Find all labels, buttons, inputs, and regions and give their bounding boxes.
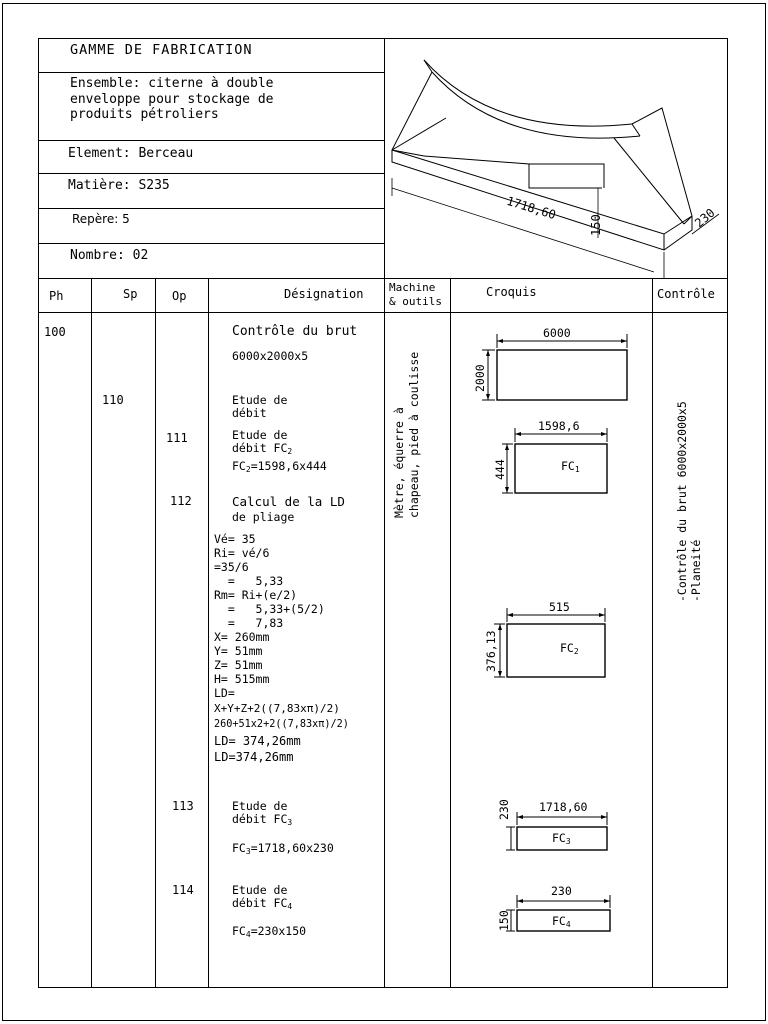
designation-113-c: $FC_3=1718,60x230$ [232,841,334,856]
controle-line-2: -Planeité [689,539,703,602]
designation-brut-title: Contrôle du brut [232,324,358,339]
col-designation: Désignation [284,287,364,301]
calc-line: Ri= vé/6 [214,546,270,560]
col-op: Op [172,289,187,303]
col-machine-1: Machine [389,281,436,294]
designation-111-a: Etude de [232,428,288,442]
calc-line: LD=374,26mm [214,750,294,764]
calc-line: = 5,33 [214,574,284,588]
calc-line: Vé= 35 [214,532,256,546]
col-sp: Sp [123,287,138,301]
drawing-dim-height: 150 [589,214,603,236]
calc-line: H= 515mm [214,672,270,686]
designation-114-a: Etude de [232,883,288,897]
calc-line: = 5,33+(5/2) [214,602,325,616]
designation-etude-1: Etude de [232,393,288,407]
calc-line: = 7,83 [214,616,284,630]
col-ph: Ph [49,289,64,303]
machine-tools-line-2: chapeau, pied à coulisse [407,351,421,518]
col-machine-2: & outils [389,295,442,308]
designation-111-b: débit $FC_2$ [232,441,293,456]
drawing-dim-width: 230 [692,205,718,231]
croquis-fc3-width: 1718,60 [539,800,588,814]
phase-number: 100 [44,325,66,339]
nombre-field: Nombre: 02 [70,248,149,263]
op-112: 112 [170,494,192,508]
designation-etude-2: débit [232,406,267,420]
col-croquis: Croquis [486,285,537,299]
croquis-fc2-width: 515 [549,600,570,614]
ensemble-line-2: enveloppe pour stockage de [70,92,274,107]
designation-113-b: débit $FC_3$ [232,812,293,827]
calc-line: Rm= Ri+(e/2) [214,588,298,602]
page-title: GAMME DE FABRICATION [70,42,253,58]
designation-112-a: Calcul de la LD [232,494,345,509]
machine-tools-line-1: Mètre, équerre à [392,407,406,518]
designation-111-c: $FC_2=1598,6x444$ [232,459,327,474]
op-114: 114 [172,883,194,897]
drawing-dim-length: 1718,60 [505,193,558,223]
croquis-brut-height: 2000 [473,364,487,392]
part-isometric-drawing [384,38,728,278]
designation-brut-dim: 6000x2000x5 [232,349,309,363]
matiere-field: Matière: S235 [68,178,170,193]
croquis-fc2-height: 376,13 [484,630,498,672]
croquis-brut-width: 6000 [543,326,571,340]
croquis-fc1-width: 1598,6 [538,419,580,433]
ensemble-line-1: Ensemble: citerne à double [70,76,274,91]
element-field: Element: Berceau [68,146,194,161]
designation-113-a: Etude de [232,799,288,813]
controle-line-1: -Contrôle du brut 6000x2000x5 [675,401,689,602]
calc-line: =35/6 [214,560,249,574]
croquis-fc1-label: $FC_1$ [561,459,580,474]
croquis-fc3-label: $FC_3$ [552,831,571,846]
op-111: 111 [166,431,188,445]
calc-line: X= 260mm [214,630,270,644]
subphase-number: 110 [102,393,124,407]
calc-line: X+Y+Z+2((7,83xπ)/2) [214,702,340,715]
calc-line: LD= [214,686,235,700]
designation-114-b: débit $FC_4$ [232,896,293,911]
designation-114-c: $FC_4=230x150$ [232,924,307,939]
calc-line: Y= 51mm [214,644,263,658]
ensemble-line-3: produits pétroliers [70,107,219,122]
croquis-fc4-height: 150 [497,910,511,931]
croquis-fc4-label: $FC_4$ [552,914,571,929]
repere-field: Repère: 5 [72,212,130,226]
croquis-fc2-label: $FC_2$ [560,641,579,656]
croquis-fc4-width: 230 [551,884,572,898]
croquis-fc3-height: 230 [497,799,511,820]
calc-line: Z= 51mm [214,658,263,672]
op-113: 113 [172,799,194,813]
croquis-fc1-height: 444 [493,459,507,480]
calc-line: 260+51x2+2((7,83xπ)/2) [214,719,349,730]
col-controle: Contrôle [657,287,715,301]
designation-112-b: de pliage [232,510,295,524]
calc-line: LD= 374,26mm [214,734,301,748]
